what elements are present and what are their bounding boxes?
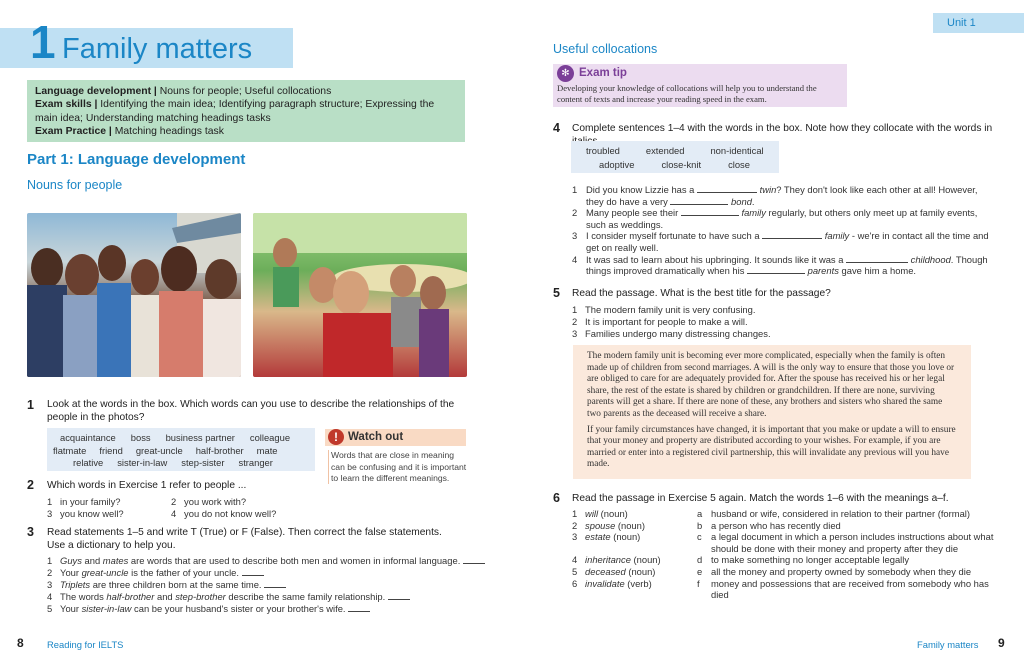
- word-item: adoptive: [599, 159, 635, 170]
- q6-words: [572, 508, 702, 589]
- page-title: Family matters: [62, 33, 253, 65]
- word-item: step-sister: [181, 457, 225, 468]
- exam-practice-label: Exam Practice |: [35, 126, 112, 138]
- q1-text: Look at the words in the box. Which words can you use to describe the relationships of the people in the photos?: [47, 399, 455, 423]
- q2-item: 1 in your family?: [47, 496, 121, 507]
- q4-items: [572, 184, 992, 277]
- q4-text: Complete sentences 1–4 with the words in the box. Note how they collocate with the words in: [572, 123, 993, 134]
- exam-skills-label: Exam skills |: [35, 99, 98, 111]
- q6-number: 6: [553, 491, 560, 505]
- word-item: boss: [130, 432, 151, 443]
- word-item: close: [728, 159, 750, 170]
- q6-meanings: [697, 508, 997, 601]
- q2-item: 4 you do not know well?: [171, 508, 277, 519]
- exclamation-icon: !: [328, 429, 344, 445]
- family-photo: [27, 213, 241, 377]
- lang-dev-label: Language development |: [35, 86, 157, 97]
- exam-tip-title: Exam tip: [579, 67, 627, 79]
- q6-meaning: a husband or wife, considered in relation to their partner (formal): [697, 508, 970, 519]
- word-item: non-identical: [710, 145, 764, 156]
- collocation-word-box: [571, 141, 779, 173]
- q4-item: 1 Did you know Lizzie has a twin? They don't look like each other at all! However, they do have a very bond.: [572, 184, 978, 207]
- word-item: great-uncle: [135, 445, 183, 456]
- passage-paragraph-2: If your family circumstances have changed, it is important that you make or update a will to ensure that your money and property are distributed according to your wishes. For example, if you are married or enter into a registered civil partnership, this will invalidate any previous will you have made.: [587, 424, 956, 470]
- lang-dev-text: Nouns for people; Useful collocations: [156, 86, 332, 97]
- q6-text: Read the passage in Exercise 5 again. Match the words 1–6 with the meanings a–f.: [572, 493, 949, 504]
- footer-left: Reading for IELTS: [47, 639, 124, 650]
- star-icon: ✻: [557, 65, 574, 82]
- q5-option: 2 It is important for people to make a will.: [572, 316, 748, 327]
- q5-option: 1 The modern family unit is very confusing.: [572, 304, 756, 315]
- q5-text: Read the passage. What is the best title for the passage?: [572, 288, 831, 299]
- reading-passage: [573, 345, 971, 479]
- word-box: [47, 428, 315, 471]
- word-item: troubled: [586, 145, 620, 156]
- q3-text: Read statements 1–5 and write T (True) or F (False). Then correct the false statements. Use a dictionary to help you.: [47, 527, 442, 551]
- page-number-left: 8: [17, 636, 24, 650]
- q6-meaning: d to make something no longer acceptable legally: [697, 554, 910, 566]
- q3-item: 1 Guys and mates are words that are used to describe both men and women in informal language.: [47, 555, 485, 567]
- q4-item: 2 Many people see their family regularly, but others only meet up at family events, such as weddings.: [572, 207, 978, 230]
- q4-number: 4: [553, 121, 560, 135]
- q5-option: 3 Families undergo many distressing changes.: [572, 328, 771, 339]
- q2-item: 2 you work with?: [171, 496, 247, 507]
- q3-number: 3: [27, 525, 34, 539]
- exam-skills-text: Identifying the main idea; Identifying paragraph structure; Expressing the main idea; Understanding matching headings tasks: [35, 99, 435, 124]
- unit-number: 1: [30, 16, 56, 68]
- word-item: acquaintance: [60, 432, 116, 443]
- word-item: flatmate: [53, 445, 87, 456]
- exam-practice-text: Matching headings task: [111, 126, 224, 138]
- word-item: relative: [73, 457, 104, 468]
- word-item: extended: [645, 145, 685, 156]
- q4-item: 3 I consider myself fortunate to have such a family - we're in contact all the time and get on really well.: [572, 230, 989, 253]
- footer-right: Family matters: [917, 639, 979, 650]
- word-item: business partner: [165, 432, 235, 443]
- q3-item: 2 Your great-uncle is the father of your uncle.: [47, 567, 264, 579]
- passage-paragraph-1: The modern family unit is becoming ever more complicated, especially when the family is often made up of children from second marriages. A will is the only way to ensure that those you love or are obliged to care for are adequately provided for. After the spouse has received his or her legal share, the rest of the estate is shared by children or grandchildren. If there are none, surviving parents will get a share. If there are none of these, any brothers and sisters who shared the same two parents as the deceased will receive a share.: [587, 351, 955, 419]
- q6-word: 6 invalidate (verb): [572, 577, 652, 589]
- part-heading: Part 1: Language development: [27, 151, 246, 168]
- q1-number: 1: [27, 398, 34, 412]
- word-item: close-knit: [661, 159, 702, 170]
- word-item: half-brother: [195, 445, 244, 456]
- q6-meaning: b a person who has recently died: [697, 519, 841, 531]
- section-heading-nouns: Nouns for people: [27, 178, 123, 192]
- q3-item: 4 The words half-brother and step-brother describe the same family relationship.: [47, 591, 410, 603]
- watch-out-text: Words that are close in meaning can be confusing and it is important to learn the different meanings.: [328, 450, 469, 484]
- q4-item: 4 It was sad to learn about his upbringing. It sounds like it was a childhood. Though things improved dramatically when his parents gave him a home.: [572, 253, 988, 277]
- q6-word: 4 inheritance (noun): [572, 554, 661, 566]
- q6-meaning: c a legal document in which a person includes instructions about what should be done with their money and property after they die: [697, 531, 994, 554]
- q6-word: 1 will (noun): [572, 508, 628, 519]
- friends-selfie-photo: [253, 213, 467, 377]
- q2-number: 2: [27, 478, 34, 492]
- q6-word: 3 estate (noun): [572, 531, 641, 543]
- section-heading-collocations: Useful collocations: [553, 42, 658, 56]
- q2-item: 3 you know well?: [47, 508, 124, 519]
- q6-word: 2 spouse (noun): [572, 519, 645, 531]
- exam-tip-text: Developing your knowledge of collocations will help you to understand the content of texts and increase your reading speed in the exam.: [557, 83, 817, 104]
- watch-out-title: Watch out: [348, 431, 404, 443]
- word-item: stranger: [238, 457, 273, 468]
- word-item: sister-in-law: [117, 457, 168, 468]
- language-development-box: [27, 80, 465, 142]
- q6-meaning: e all the money and property owned by somebody when they die: [697, 565, 972, 577]
- unit-tab: Unit 1: [933, 13, 1024, 33]
- q3-item: 3 Triplets are three children born at the same time.: [47, 579, 286, 591]
- q6-meaning: f money and possessions that are received from somebody who has died: [697, 577, 989, 601]
- word-item: colleague: [249, 432, 291, 443]
- page-number-right: 9: [998, 636, 1005, 650]
- q2-text: Which words in Exercise 1 refer to people ...: [47, 480, 247, 491]
- word-item: friend: [99, 445, 123, 456]
- q5-number: 5: [553, 286, 560, 300]
- q3-item: 5 Your sister-in-law can be your husband's sister or your brother's wife.: [47, 603, 370, 615]
- word-item: mate: [256, 445, 278, 456]
- q6-word: 5 deceased (noun): [572, 565, 656, 577]
